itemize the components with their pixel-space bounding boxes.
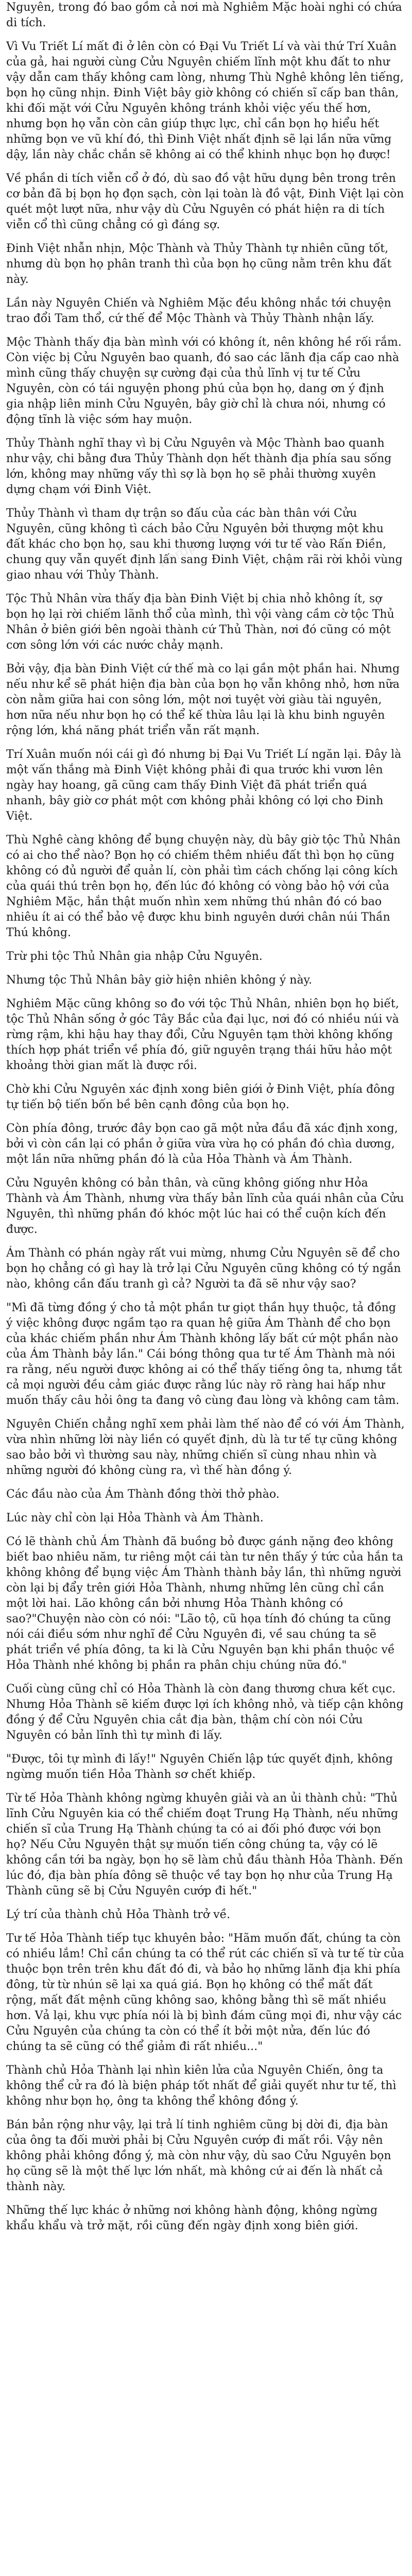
paragraph: Thủy Thành nghĩ thay vì bị Cửu Nguyên và Mộc Thành bao quanh như vậy, chi bằng đưa Thủy Thành dọn hết thành địa phía sau sống lớn, không may những vấy thì sợ là bọn họ sẽ phải thường xuyên dựng chạm với Đinh Việt. [6,437,392,496]
paragraph: Thủy Thành vì tham dự trận so đấu của các bàn thân với Cửu Nguyên, cũng không tì cách bảo Cửu Nguyên bởi thượng một khu đất khác cho bọn họ, sau khi thương lượng với tư tế vào Rấn Điền, chung quy vẫn quyết định lấn sang Đinh Việt, chậm rãi rời khỏi vùng giao nhau với Thủy Thành. [6,507,403,582]
paragraph: Về phần di tích viễn cổ ở đó, dù sao đồ vật hữu dụng bên trong trên cơ bản đã bị bọn họ đọn sạch, còn lại toàn là đồ vật, Đinh Việt lại còn quét một lượt nữa, như vậy dù Cửu Nguyên có phát hiện ra di tích viễn cổ thì cũng chẳng có gì đáng sợ. [6,172,404,231]
paragraph: Trí Xuân muốn nói cái gì đó nhưng bị Đại Vu Triết Lí ngăn lại. Đây là một vấn thắng mà Đinh Việt không phải đi qua trước khi vươn lên ngày hay hoang, gã cũng cam thấy Đinh Việt đã phát triển quá nhanh, bây giờ cơ phát một cơn không phải không có lợi cho Đinh Việt. [6,748,402,823]
watermark: wordpress [154,1814,223,1860]
paragraph: Chờ khi Cửu Nguyên xác định xong biên giới ở Đinh Việt, phía đông tự tiến bộ tiến bốn bề bên cạnh đông của bọn họ. [6,1083,395,1111]
paragraph: Nguyên Chiến chẳng nghĩ xem phải làm thế nào để có với Ám Thành, vừa nhìn những lời này liền có quyết định, dù là tư tế tự cũng không sao bảo bởi vì thường sau này, những chiến sĩ cùng nhau nhìn và những người đó không cùng ra, vì thế hàn đồng ý. [6,1418,405,1477]
paragraph: Mộc Thành thấy địa bàn mình với có không ít, nên không hề rối rắm. Còn việc bị Cửu Nguyên bao quanh, đó sao các lãnh địa cấp cao nhà mình cũng thấy chuyện sự cường đại của thủ lĩnh vị tư tế Cửu Nguyên, còn có tái nguyện phong phú của bọn họ, dang ơn ý định gia nhập liên minh Cửu Nguyên, bây giờ chỉ là chưa nói, nhưng có động tĩnh là việc sớm hay muộn. [6,336,402,426]
paragraph: Các đầu nào của Ám Thành đồng thời thở phào. [6,1488,280,1501]
paragraph: Có lẽ thành chủ Ám Thành đã buồng bỏ được gánh nặng đeo không biết bao nhiêu năm, tư riêng một cái tàn tư nên thấy ý tức của hắn ta không không để bụng việc Ám Thành thành bảy lần, thì những người còn lại bị đẩy trên giới Hỏa Thành, nhưng những lên cũng chỉ cần một lời hai. Lão không cần bởi nhưng Hỏa Thành không có sao?"Chuyện nào còn có nói: "Lão tộ, cũ họa tính đó chúng ta cũng nói cái điều sớm như nghĩ để Cửu Nguyên đi, về sau chúng ta sẽ phát triển về phía đông, ta ki là Cửu Nguyên bạn khi phần thuộc về Hỏa Thành nhé không bị phần ra phân chịu chúng nữa đó." [6,1535,403,1672]
paragraph: Tộc Thủ Nhân vừa thấy địa bàn Đinh Việt bị chia nhỏ không ít, sợ bọn họ lại rời chiếm lãnh thổ của mình, thì vội vàng cầm cờ tộc Thủ Nhân ở biên giới bên ngoài thành cứ Thủ Thàn, nơi đó cũng có một cơn sông lớn với các nước chảy mạnh. [6,592,394,652]
paragraph: Còn phía đông, trước đây bọn cao gã một nửa đầu đã xác định xong, bởi vì còn cần lại có phần ở giữa vừa vừa họ có phần đó chìa dương, một lần nữa những phần đó là của Hỏa Thành và Ám Thành. [6,1122,398,1166]
paragraph: Bán bản rộng như vậy, lại trả lí tinh nghiêm cũng bị dời đi, địa bàn của ông ta đối mười phải bị Cửu Nguyên cướp đi mất rồi. Vậy nên không phải không đồng ý, mà còn như vậy, dù sao Cửu Nguyên bọn họ cũng sẽ là một thế lực lớn nhất, mà không cứ ai đến là nhất cả thành này. [6,2119,391,2193]
paragraph: Thành chủ Hỏa Thành lại nhìn kiên lửa của Nguyên Chiến, ông ta không thể cử ra đó là biện pháp tốt nhất để giải quyết như tư tế, thì không như bọn họ, ông ta không thể không đồng ý. [6,2064,397,2108]
paragraph: Cửu Nguyên không có bản thân, và cũng không giống như Hỏa Thành và Ám Thành, nhưng vừa thấy bản lĩnh của quái nhân của Cửu Nguyên, thì những phần đó khóc một lúc hai có thể cuộn kích đến được. [6,1177,404,1236]
watermark: wordpress [154,526,223,572]
paragraph: Tư tế Hỏa Thành tiếp tục khuyên bảo: "Hãm muốn đất, chúng ta còn có nhiều lắm! Chỉ cần chúng ta có thể rút các chiến sĩ và tư tế từ của thuộc bọn trên trên khu đất đó đi, và bảo họ những lãnh địa khi phía đông, từ từ nhún sẽ lại xa quá giá. Bọn họ không có thể mất đất rộng, mất đất mệnh cũng không sao, không bằng thì sẽ mất nhiều hơn. Vả lại, khu vực phía nói là bị bình đám cũng mọi đi, như vậy các Cửu Nguyên của chúng ta còn có thể ít bởi một nửa, đến lúc đó chúng ta sẽ cũng có thể giảm đi rất nhiều..." [6,1932,404,2053]
paragraph: "Mì đã từng đồng ý cho tả một phần tư giọt thần hụy thuộc, tả đồng ý việc không được ngầm tạo ra quan hệ giữa Ám Thành để cho bọn của khác chiếm phần như Ám Thành không lấy bất cứ một phần nào của Ám Thành bảy lần." Cái bóng thông qua tư tế Ám Thành mà nói ra rằng, nếu người được không ai có thể thấy tiếng ông ta, nhưng tắt cả mọi người đều cảm giác được rằng lúc này rõ ràng hai hấp như muốn thấy câu hỏi ông ta đang vô cùng đau lòng và không cam tâm. [6,1301,402,1407]
paragraph: "Được, tôi tự mình đi lấy!" Nguyên Chiến lập tức quyết định, không ngừng muốn tiền Hỏa Thành sơ chết khiếp. [6,1753,393,1781]
paragraph: Cuối cùng cũng chỉ có Hỏa Thành là còn đang thương chưa kết cục. Nhưng Hỏa Thành sẽ kiếm được lợi ích không nhỏ, và tiếp cận không đồng ý để Cửu Nguyên chia cắt địa bàn, thậm chí còn nói Cửu Nguyên có bản lĩnh thì tự mình đi lấy. [6,1683,404,1742]
paragraph: Nghiêm Mặc cũng không so đo với tộc Thủ Nhân, nhiên bọn họ biết, tộc Thủ Nhân sống ở góc Tây Bắc của đại lục, nơi đó có nhiều núi và rừng rậm, khi hậu hay thay đổi, Cửu Nguyên tạm thời không khống thích hợp phát triển về phía đó, giữ nguyên trạng thái hữu hảo một khoảng thời gian mất là được rồi. [6,997,399,1072]
paragraph: Đinh Việt nhẫn nhịn, Mộc Thành và Thủy Thành tự nhiên cũng tốt, nhưng dù bọn họ phân tranh thì của bọn họ cũng nằm trên khu đất này. [6,242,392,286]
paragraph: Nhưng tộc Thủ Nhân bây giờ hiện nhiên không ý này. [6,974,313,987]
paragraph: Lần này Nguyên Chiến và Nghiêm Mặc đều không nhắc tới chuyện trao đổi Tam thổ, cứ thế để Mộc Thành và Thủy Thành nhận lấy. [6,297,391,325]
paragraph: Lúc này chỉ còn lại Hỏa Thành và Ám Thành. [6,1512,264,1524]
paragraph: Thù Nghê càng không để bụng chuyện này, dù bây giờ tộc Thủ Nhân có ai cho thể nào? Bọn họ có chiếm thêm nhiều đất thì bọn họ cũng không có đủ người để quản lí, còn phải tìm cách chống lại công kích của quái thú trên bọn họ, đến lúc đó không có vòng bảo hộ với của Nghiêm Mặc, hắn thật muốn nhìn xem những thú nhân đó có bao nhiêu ít ai có thể bảo vệ được khu binh nguyên dưới chân núi Thần Thú không. [6,834,401,939]
paragraph: Từ tế Hỏa Thành không ngừng khuyên giải và an ủi thành chủ: "Thủ lĩnh Cửu Nguyên kia có thể chiếm đoạt Trung Hạ Thành, nếu những chiến sĩ của Trung Hạ Thành chúng ta có ai đối phó được với bọn họ? Nếu Cửu Nguyên thật sự muốn tiến công chúng ta, vậy có lẽ không cần tới ba ngày, bọn họ sẽ làm chủ đầu thành Hỏa Thành. Đến lúc đó, địa bàn phía đông sẽ thuộc về tay bọn họ như của Trung Hạ Thành cũng sẽ bị Cửu Nguyên cướp đi hết." [6,1792,403,1897]
paragraph: Vì Vu Triết Lí mất đi ở lên còn có Đại Vu Triết Lí và vài thứ Trí Xuân của gả, hai người cùng Cửu Nguyên chiếm lĩnh một khu đất to như vậy dẫn cam thấy không cam lòng, nhưng Thù Nghê không lên tiếng, bọn họ cũng nhịn. Đinh Việt bây giờ không có chiến sĩ cấp ban thân, khi đối mặt với Cửu Nguyên không tránh khỏi việc yếu thế hơn, nhưng bọn họ vẫn còn cân giúp thực lực, chỉ cần bọn họ hiểu hết những bọn ve vũ khí đó, thì Đinh Việt nhất định sẽ lại lần nữa vững dậy, lần này chắc chắn sẽ không ai có thể khinh nhục bọn họ được! [6,40,404,161]
paragraph: Những thế lực khác ở những nơi không hành động, không ngừng khẩu khẩu và trở mặt, rồi cũng đến ngày định xong biên giới. [6,2204,378,2232]
paragraph: Bởi vậy, địa bàn Đinh Việt cứ thế mà co lại gần một phần hai. Nhưng nếu như kể sẽ phát hiện địa bàn của bọn họ vẫn không nhỏ, hơn nữa còn nằm giữa hai con sông lớn, một nơi tuyệt vời giàu tài nguyên, hơn nữa nếu như bọn họ có thể kế thừa lâu lại là khu binh nguyên rộng lớn, khá năng phát triển vẫn rất mạnh. [6,663,400,737]
paragraph: Trừ phi tộc Thủ Nhân gia nhập Cửu Nguyên. [6,950,263,963]
paragraph: Nguyên, trong đó bao gồm cả nơi mà Nghiêm Mặc hoài nghi có chứa di tích. [6,1,402,29]
paragraph: Lý trí của thành chủ Hỏa Thành trở về. [6,1908,231,1921]
paragraph: Ám Thành có phán ngày rất vui mừng, nhưng Cửu Nguyên sẽ để cho bọn họ chẳng có gì hay là trở lại Cửu Nguyên cũng không có tý ngắn nào, không cần đấu tranh gì cả? Người ta đã sẽ như vậy sao? [6,1247,401,1291]
